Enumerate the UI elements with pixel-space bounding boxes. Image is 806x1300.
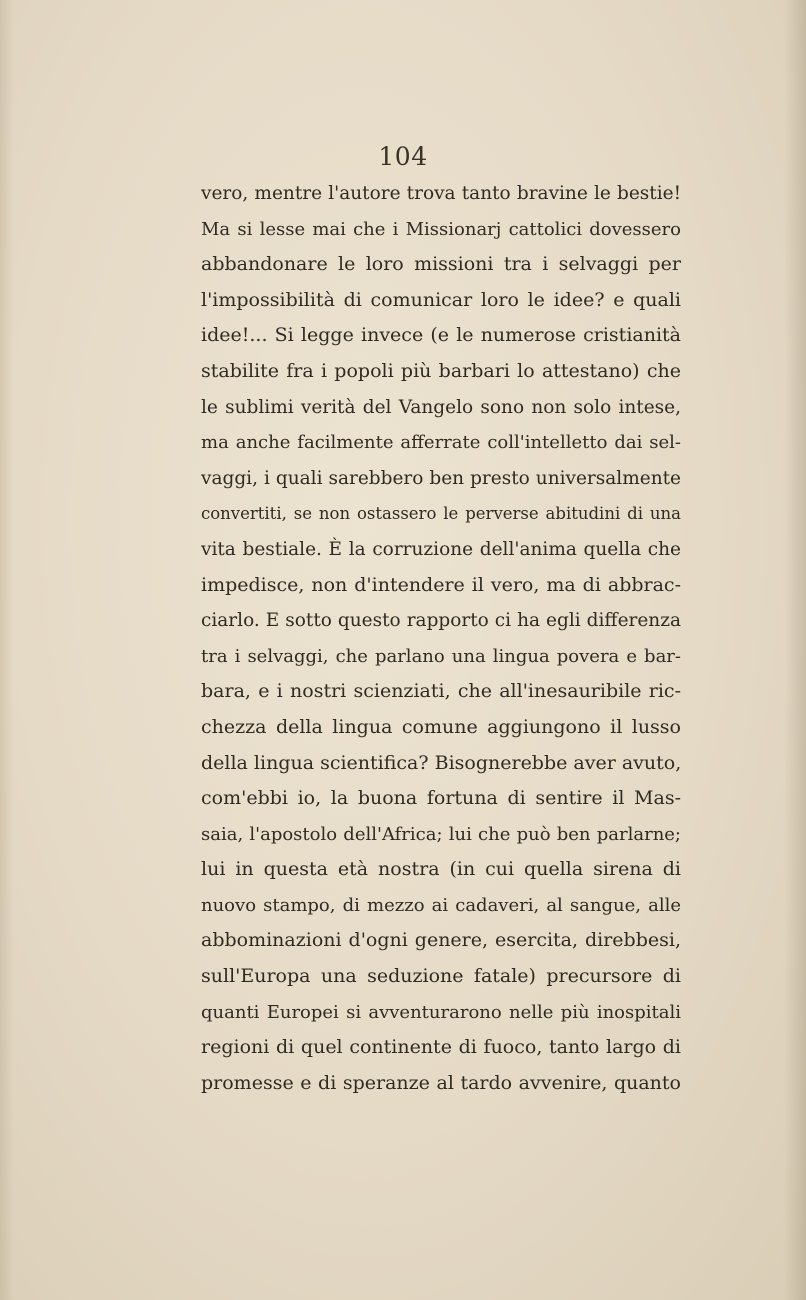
text-line: stabilite fra i popoli più barbari lo attestano) che bbox=[201, 359, 681, 382]
text-line: abbominazioni d'ogni genere, esercita, direbbesi, bbox=[201, 929, 681, 952]
text-line: nuovo stampo, di mezzo ai cadaveri, al sangue, alle bbox=[201, 894, 681, 916]
text-line: ma anche facilmente afferrate coll'intelletto dai sel- bbox=[201, 432, 681, 454]
page-number: 104 bbox=[378, 142, 428, 171]
text-line: lui in questa età nostra (in cui quella sirena di bbox=[201, 858, 681, 881]
text-line: le sublimi verità del Vangelo sono non solo intese, bbox=[201, 396, 681, 418]
text-line: sull'Europa una seduzione fatale) precursore di bbox=[201, 965, 681, 988]
text-line: convertiti, se non ostassero le perverse abitudini di una bbox=[201, 504, 681, 524]
text-line: ciarlo. E sotto questo rapporto ci ha egli differenza bbox=[201, 610, 681, 632]
text-line: vero, mentre l'autore trova tanto bravine le bestie! bbox=[201, 183, 681, 204]
text-line: com'ebbi io, la buona fortuna di sentire il Mas- bbox=[201, 787, 681, 810]
text-line: regioni di quel continente di fuoco, tanto largo di bbox=[201, 1036, 681, 1059]
text-line: vita bestiale. È la corruzione dell'anima quella che bbox=[201, 538, 681, 560]
text-line: abbandonare le loro missioni tra i selvaggi per bbox=[201, 253, 681, 276]
body-text bbox=[201, 176, 681, 1101]
text-line: chezza della lingua comune aggiungono il lusso bbox=[201, 715, 681, 738]
text-line: bara, e i nostri scienziati, che all'inesauribile ric- bbox=[201, 680, 681, 703]
text-line: quanti Europei si avventurarono nelle più inospitali bbox=[201, 1001, 681, 1023]
text-line: promesse e di speranze al tardo avvenire, quanto bbox=[201, 1071, 681, 1094]
text-line: impedisce, non d'intendere il vero, ma di abbrac- bbox=[201, 573, 681, 596]
text-line: idee!... Si legge invece (e le numerose cristianità bbox=[201, 324, 681, 347]
text-line: saia, l'apostolo dell'Africa; lui che può ben parlarne; bbox=[201, 823, 681, 845]
text-line: vaggi, i quali sarebbero ben presto universalmente bbox=[201, 467, 681, 489]
text-line: l'impossibilità di comunicar loro le idee? e quali bbox=[201, 288, 681, 311]
page-right-shadow bbox=[784, 0, 806, 1300]
text-line: Ma si lesse mai che i Missionarj cattolici dovessero bbox=[201, 218, 681, 240]
text-line: della lingua scientifica? Bisognerebbe aver avuto, bbox=[201, 751, 681, 774]
text-line: tra i selvaggi, che parlano una lingua povera e bar- bbox=[201, 645, 681, 667]
page-left-edge bbox=[0, 0, 14, 1300]
